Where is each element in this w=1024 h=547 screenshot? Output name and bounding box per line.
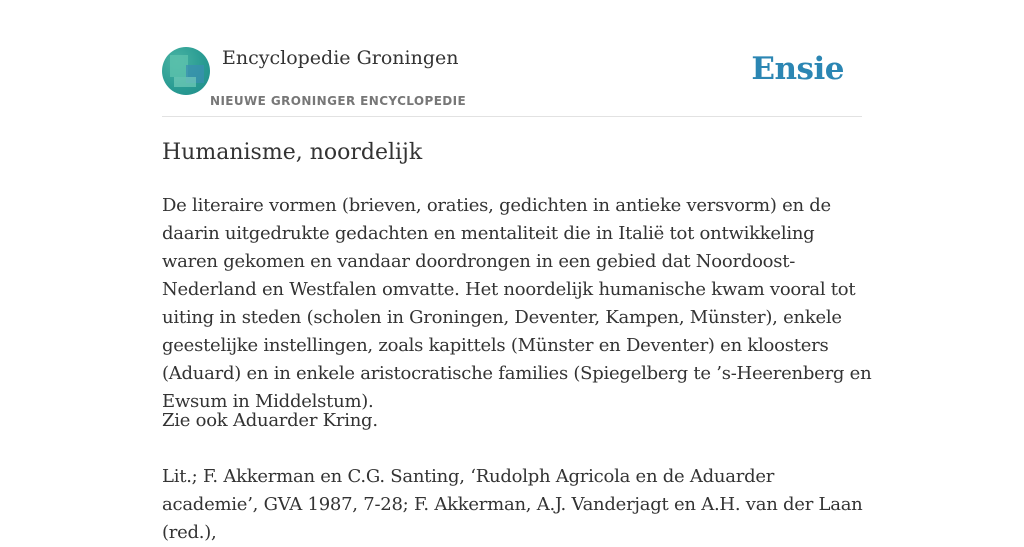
literature-references: Lit.; F. Akkerman en C.G. Santing, ‘Rudolph Agricola en de Aduarder academie’, GVA 1987, 7-28; F. Akkerman, A.J. Vanderjagt en A.H. van der Laan (red.), [162, 466, 863, 543]
site-header [162, 46, 862, 117]
article-title: Humanisme, noordelijk [162, 140, 423, 165]
ensie-brand-logo[interactable]: Ensie [751, 51, 844, 87]
encyclopedie-groningen-logo-icon[interactable] [162, 47, 210, 95]
see-also-link-aduarder-kring[interactable]: Aduarder Kring [232, 410, 373, 431]
see-also-suffix: . [372, 410, 378, 431]
see-also-prefix: Zie ook [162, 410, 233, 431]
article-body: De literaire vormen (brieven, oraties, gedichten in antieke versvorm) en de daarin uitgedrukte gedachten en mentaliteit die in Italië tot ontwikkeling waren gekomen en vandaar doordrongen in een gebied dat Noordoost-Nederland en Westfalen omvatte. Het noordelijk humanische kwam vooral tot uiting in steden (scholen in Groningen, Deventer, Kampen, Münster), enkele geestelijke instellingen, zoals kapittels (Münster en Deventer) en kloosters (Aduard) en in enkele aristocratische families (Spiegelberg te ’s-Heerenberg en Ewsum in Middelstum). [162, 195, 872, 412]
site-title[interactable]: Encyclopedie Groningen [222, 47, 459, 69]
see-also [162, 407, 872, 435]
site-subtitle: NIEUWE GRONINGER ENCYCLOPEDIE [210, 94, 467, 108]
